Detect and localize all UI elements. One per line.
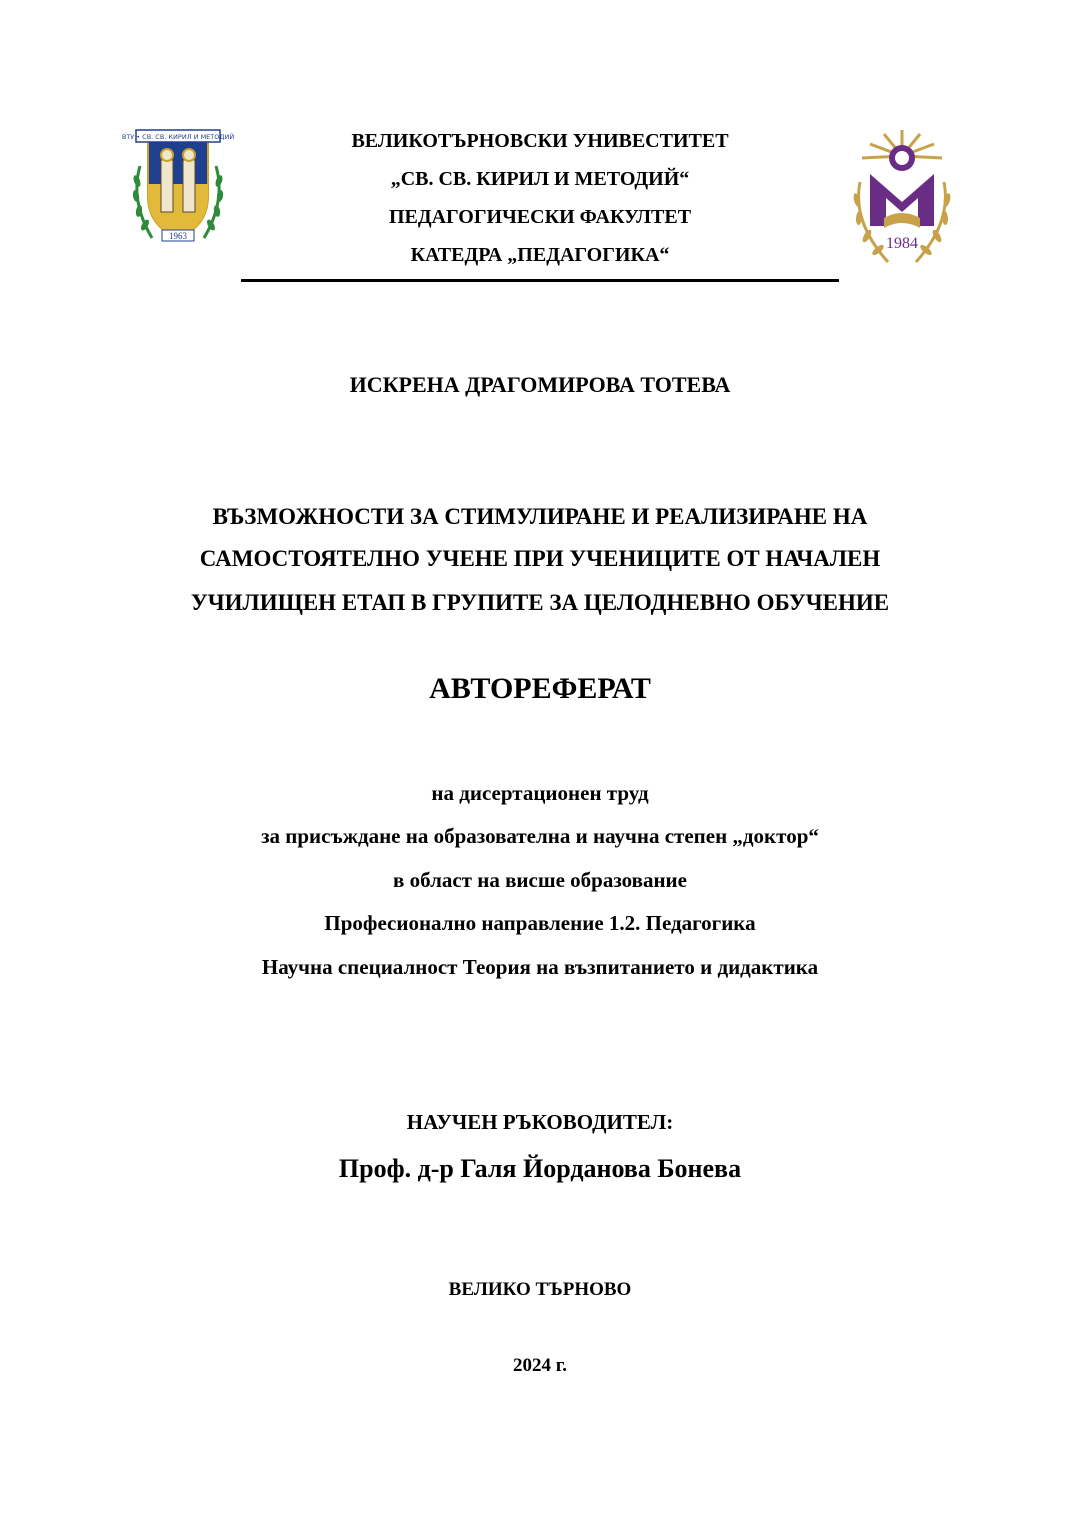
supervisor-name: Проф. д-р Галя Йорданова Бонева bbox=[338, 1154, 742, 1183]
supervisor-label: НАУЧЕН РЪКОВОДИТЕЛ: bbox=[406, 1110, 674, 1134]
faculty-name: ПЕДАГОГИЧЕСКИ ФАКУЛТЕТ bbox=[388, 206, 692, 228]
city: ВЕЛИКО ТЪРНОВО bbox=[448, 1279, 632, 1300]
header-divider bbox=[241, 279, 839, 282]
university-name-line1: ВЕЛИКОТЪРНОВСКИ УНИВЕСТИТЕТ bbox=[351, 130, 729, 152]
university-name-line2: „СВ. СВ. КИРИЛ И МЕТОДИЙ“ bbox=[390, 168, 690, 190]
department-name: КАТЕДРА „ПЕДАГОГИКА“ bbox=[410, 244, 670, 266]
description-line-5: Научна специалност Теория на възпитанието и дидактика bbox=[261, 955, 819, 979]
thesis-title-line-2: САМОСТОЯТЕЛНО УЧЕНЕ ПРИ УЧЕНИЦИТЕ ОТ НАЧАЛЕН bbox=[199, 546, 881, 571]
description-line-3: в област на висше образование bbox=[393, 868, 687, 892]
faculty-emblem-icon bbox=[848, 122, 956, 274]
year: 2024 г. bbox=[513, 1355, 567, 1376]
emblem-year: 1984 bbox=[886, 235, 918, 252]
description-line-2: за присъждане на образователна и научна степен „доктор“ bbox=[261, 824, 819, 848]
description-line-4: Професионално направление 1.2. Педагогика bbox=[324, 911, 756, 935]
crest-ribbon-text: ВТУ • СВ. СВ. КИРИЛ И МЕТОДИЙ bbox=[121, 133, 235, 141]
document-type: АВТОРЕФЕРАТ bbox=[429, 672, 651, 705]
thesis-title-line-3: УЧИЛИЩЕН ЕТАП В ГРУПИТЕ ЗА ЦЕЛОДНЕВНО ОБУЧЕНИЕ bbox=[190, 590, 890, 615]
author-name: ИСКРЕНА ДРАГОМИРОВА ТОТЕВА bbox=[349, 372, 731, 397]
thesis-title-line-1: ВЪЗМОЖНОСТИ ЗА СТИМУЛИРАНЕ И РЕАЛИЗИРАНЕ НА bbox=[212, 504, 868, 529]
description-line-1: на дисертационен труд bbox=[431, 781, 649, 805]
crest-year: 1963 bbox=[169, 231, 187, 241]
